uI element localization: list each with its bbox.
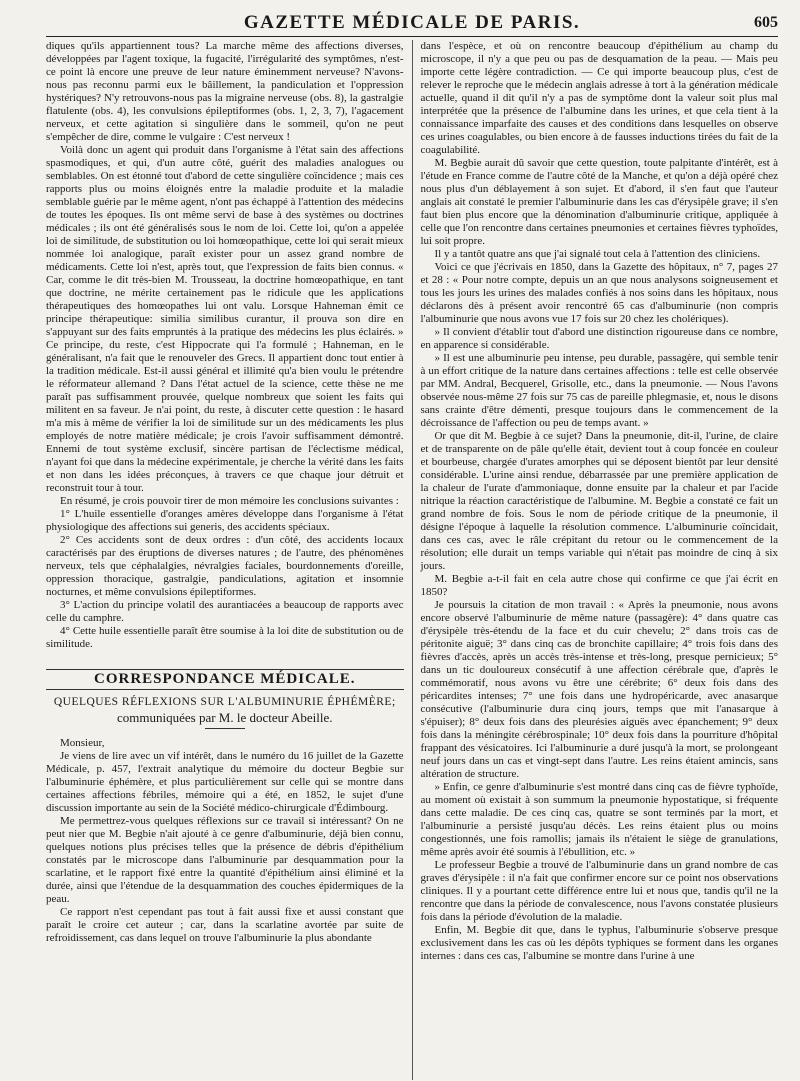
paragraph: 4° Cette huile essentielle paraît être soumise à la loi dite de substitution ou de similitude. [46, 625, 404, 650]
heading-rule [205, 728, 245, 729]
paragraph: Voilà donc un agent qui produit dans l'organisme à l'état sain des affections spasmodiques, et qui, d'un autre côté, guérit des maladies analogues ou semblables. On est étonné tout d'abord de cette singulière coïncidence ; mais ces rapports plus ou moins éloignés entre la maladie produite et la maladie semblable guérie par le même agent, n'ont pas échappé à l'attention des médecins de toutes les époques. Ils ont même servi de base à des systèmes ou doctrines médicales ; ils ont été généralisés sous le nom de loi. Cette loi, qu'on a appelée loi de similitude, de substitution ou loi homœopathique, cette loi qui serait mieux nommée loi analogique, paraît exister pour un assez grand nombre de médicaments. Cette loi n'est, après tout, que l'expression de faits bien connus. « Car, comme le dit très-bien M. Trousseau, la doctrine homœopathique, en tant que doctrine, ne mérite certainement pas le ridicule que les applications thérapeutiques des homœopathes lui ont valu. Lorsque Hahneman émit ce principe thérapeutique: similia similibus curantur, il prouva son dire en s'appuyant sur des faits empruntés à la pratique des médecins les plus éclairés. » Ce principe, du reste, c'est Hippocrate qui l'a formulé ; Hahneman, en le généralisant, n'a fait que le renouveler des Grecs. Il appartient donc tout entier à la tradition médicale. Est-il aussi général et illimité qu'a bien voulu le prétendre le réformateur allemand ? Dans l'état actuel de la science, cette thèse ne me paraît pas suffisamment prouvée, quelque nombreux que soient les faits qui militent en sa faveur. Je n'ai point, du reste, à discuter cette question : le hasard m'a mis à même de vérifier la loi de similitude sur un des médicaments les plus employés de notre matière médicale; je crois l'avoir suffisamment démontré. Ennemi de tout système exclusif, sincère partisan de l'éclectisme médical, n'ayant foi que dans la médecine expérimentale, je cherche la vérité dans les faits et non dans les idées préconçues, à travers ce que chaque jour détruit et reconstruit tour à tour. [46, 144, 404, 494]
paragraph: En résumé, je crois pouvoir tirer de mon mémoire les conclusions suivantes : [60, 495, 399, 507]
paragraph: » Il convient d'établir tout d'abord une distinction rigoureuse dans ce nombre, en apparence si considérable. [420, 326, 778, 351]
text-columns [46, 40, 778, 1080]
paragraph: dans l'espèce, et où on rencontre beaucoup d'épithélium au champ du microscope, il n'y a que peu ou pas de desquamation de la peau. — Mais peu importe cette légère contradiction. — Ce qui importe beaucoup plus, c'est de relever le reproche que le médecin anglais adresse à tort à la génération médicale actuelle, quand il dit qu'il n'y a pas de symptôme dont la valeur soit plus mal interprétée que la présence de l'albumine dans les urines, et que cela tient à la connaissance imparfaite des causes et des conditions dans lesquelles on observe ces urines coagulables, ou bien encore à de fausses inductions tirées du fait de la coagulabilité. [420, 40, 778, 156]
article-title: QUELQUES RÉFLEXIONS SUR L'ALBUMINURIE ÉPHÉMÈRE; [53, 696, 396, 708]
paragraph: Ce rapport n'est cependant pas tout à fait aussi fixe et aussi constant que paraît le croire cet auteur ; car, dans la scarlatine avortée par suite de refroidissement, cas dans lequel on trouve l'albuminurie la plus abondante [46, 906, 404, 944]
paragraph: » Enfin, ce genre d'albuminurie s'est montré dans cinq cas de fièvre typhoïde, au moment où existait à son summum la pneumonie hypostatique, si fréquente dans cette maladie. De ces cinq cas, quatre se sont terminés par la mort, et l'albuminurie a persisté jusqu'au décès. Les reins étaient plus ou moins congestionnés, une fois ramollis; jamais ils n'étaient le siège de granulations, même après avoir été soumis à l'ébullition, etc. » [420, 781, 778, 858]
byline-text: communiquées par M. le docteur Abeille. [116, 710, 333, 725]
paragraph: M. Begbie a-t-il fait en cela autre chose qui confirme ce que j'ai écrit en 1850? [420, 573, 778, 598]
page-number: 605 [754, 14, 778, 31]
column-divider [412, 40, 413, 1080]
salutation: Monsieur, [60, 737, 105, 749]
paragraph: Le professeur Begbie a trouvé de l'albuminurie dans un grand nombre de cas graves d'érysipèle : il n'a fait que confirmer encore sur ce point nos observations cliniques. Il y a pourtant cette différence entre lui et nous que, tandis qu'il ne la rencontre que dans la période de convalescence, nous l'avons constatée plusieurs fois dans la période d'évolution de la maladie. [420, 859, 778, 923]
journal-title: GAZETTE MÉDICALE DE PARIS. [243, 12, 581, 33]
paragraph: M. Begbie aurait dû savoir que cette question, toute palpitante d'intérêt, est à l'étude en France comme de l'autre côté de la Manche, et qu'on a déjà opéré chez nous plus d'un déblayement à son sujet. Et d'abord, il s'en faut que l'auteur anglais ait constaté le premier l'albuminurie dans les cas d'érysipèle grave; il s'en faut bien plus encore que la dénomination d'albuminurie critique, appliquée à celle que l'on rencontre dans certaines pneumonies et certaines fièvres typhoïdes, lui soit propre. [420, 157, 778, 247]
paragraph: 1° L'huile essentielle d'oranges amères développe dans l'organisme à l'état physiologique des affections sui generis, des accidents spéciaux. [46, 508, 404, 533]
paragraph: Me permettrez-vous quelques réflexions sur ce travail si intéressant? On ne peut nier que M. Begbie n'ait ajouté à ce genre d'albuminurie, déjà bien connu, quelques notions plus précises telles que la présence de débris d'épithélium constatés par le microscope dans l'albuminurie par desquammation pour la scarlatine, et le rapport fixé entre la quantité d'épithélium ainsi éliminé et la durée, ainsi que l'étendue de la desquammation des couches épidermiques de la peau. [46, 815, 404, 905]
paragraph: Voici ce que j'écrivais en 1850, dans la Gazette des hôpitaux, n° 7, pages 27 et 28 : « Pour notre compte, depuis un an que nous analysons soigneusement et tous les jours les urines des malades confiés à nos soins dans les hôpitaux, nous déclarons dès à présent avoir rencontré 65 cas d'albuminurie (non compris l'albuminurie que nous avons vue 17 fois sur 20 chez les cholériques). [420, 261, 778, 325]
left-column [46, 40, 404, 1080]
paragraph: 3° L'action du principe volatil des aurantiacées a beaucoup de rapports avec celle du camphre. [46, 599, 404, 624]
paragraph: » Il est une albuminurie peu intense, peu durable, passagère, qui semble tenir à un effort critique de la nature dans certaines affections : telle est celle observée par MM. Andral, Becquerel, Grisolle, etc., dans la pneumonie. — Nous l'avons observée nous-même 27 fois sur 75 cas de pareille phlegmasie, et, nous le disons sans crainte d'être démenti, presque toujours dans le commencement de la décroissance de l'affection ou peu de temps avant. » [420, 352, 778, 429]
paragraph: Je viens de lire avec un vif intérêt, dans le numéro du 16 juillet de la Gazette Médicale, p. 457, l'extrait analytique du mémoire du docteur Begbie sur l'albuminurie éphémère, et plus particulièrement sur celle qui se montre dans certaines affections fébriles, mémoire qui a été, en 1852, le sujet d'une discussion importante au sein de la Société médico-chirurgicale d'Édimbourg. [46, 750, 404, 814]
article-byline [46, 711, 404, 729]
paragraph: diques qu'ils appartiennent tous? La marche même des affections diverses, développées par l'agent toxique, la fugacité, l'irrégularité des symptômes, n'est-ce point là encore une preuve de leur nature éminemment nerveuse? N'avons-nous pas reconnu parmi eux le bâillement, la pandiculation et l'oppression hystériques? N'y retrouvons-nous pas la migraine nerveuse (obs. 8), la gastralgie flatulente (obs. 4), les convulsions épileptiformes (obs. 1, 2, 3, 7), l'agacement nerveux, et cette agitation si singulière dans le sommeil, qu'on ne peut s'empêcher de dire, comme le vulgaire : C'est nerveux ! [46, 40, 404, 143]
page-header [46, 8, 778, 37]
paragraph: Il y a tantôt quatre ans que j'ai signalé tout cela à l'attention des cliniciens. [434, 248, 761, 260]
paragraph: 2° Ces accidents sont de deux ordres : d'un côté, des accidents locaux caractérisés par des éruptions de diverses natures ; de l'autre, des phénomènes nerveux, tels que céphalalgies, névralgies faciales, bourdonnements d'oreille, oppression thoracique, gastralgie, pandiculations, agitation et insomnie nocturnes, et même convulsions épileptiformes. [46, 534, 404, 598]
correspondence-section-heading [46, 669, 404, 729]
paragraph: Je poursuis la citation de mon travail : « Après la pneumonie, nous avons encore observé l'albuminurie de même nature (passagère): 4° dans quatre cas d'érysipèle très-étendu de la face et du cuir chevelu; 2° dans trois cas de péritonite aiguë; 3° dans cinq cas de bronchite capillaire; 4° trois fois dans des fièvres d'accès, après un accès très-intense et très-long, presque pernicieux; 5° dans un tic douloureux consécutif à une affection cérébrale que, d'après le commémoratif, nous avons vu être une cérébrite; 6° deux fois dans des péricardites intenses; 7° une fois dans une hydropéricarde, avec anasarque consécutive (l'albuminurie dura cinq jours, temps que mit l'anasarque à s'épuiser); 8° deux fois dans des pleurésies aiguës avec épanchement; 9° deux fois dans la méningite cérébrospinale; 10° deux fois dans la pourriture d'hôpital frappant des vésicatoires. Ici l'albuminurie a duré jusqu'à la mort, se prolongeant neuf jours dans un cas et vingt-sept dans l'autre. Les reins étaient amincis, sans altération de structure. [420, 599, 778, 780]
paragraph: Enfin, M. Begbie dit que, dans le typhus, l'albuminurie s'observe presque exclusivement dans les cas où les dépôts typhiques se forment dans les organes internes : dans ces cas, l'albumine se montre dans l'urine à une [420, 924, 778, 962]
paragraph: Or que dit M. Begbie à ce sujet? Dans la pneumonie, dit-il, l'urine, de claire et de transparente on de pâle qu'elle était, devient tout à coup foncée en couleur et bourbeuse, chargée d'urates amorphes qui se déposent bientôt par leur densité considérable. L'urine ainsi rendue, débarrassée par une première application de la chaleur de l'urate d'ammoniaque, donne ensuite par la chaleur et par l'acide nitrique la réaction caractéristique de l'albumine. M. Begbie a constaté ce fait un grand nombre de fois. Sous le nom de période critique de la pneumonie, il désigne l'époque à laquelle la résolution commence. L'albuminurie coïncidait, dans ces cas, avec le râle crépitant du retour ou le commencement de la résolution; elle durait un temps variable qui n'était pas moindre de cinq à six jours. [420, 430, 778, 572]
section-title: CORRESPONDANCE MÉDICALE. [46, 669, 404, 690]
right-column [420, 40, 778, 1080]
